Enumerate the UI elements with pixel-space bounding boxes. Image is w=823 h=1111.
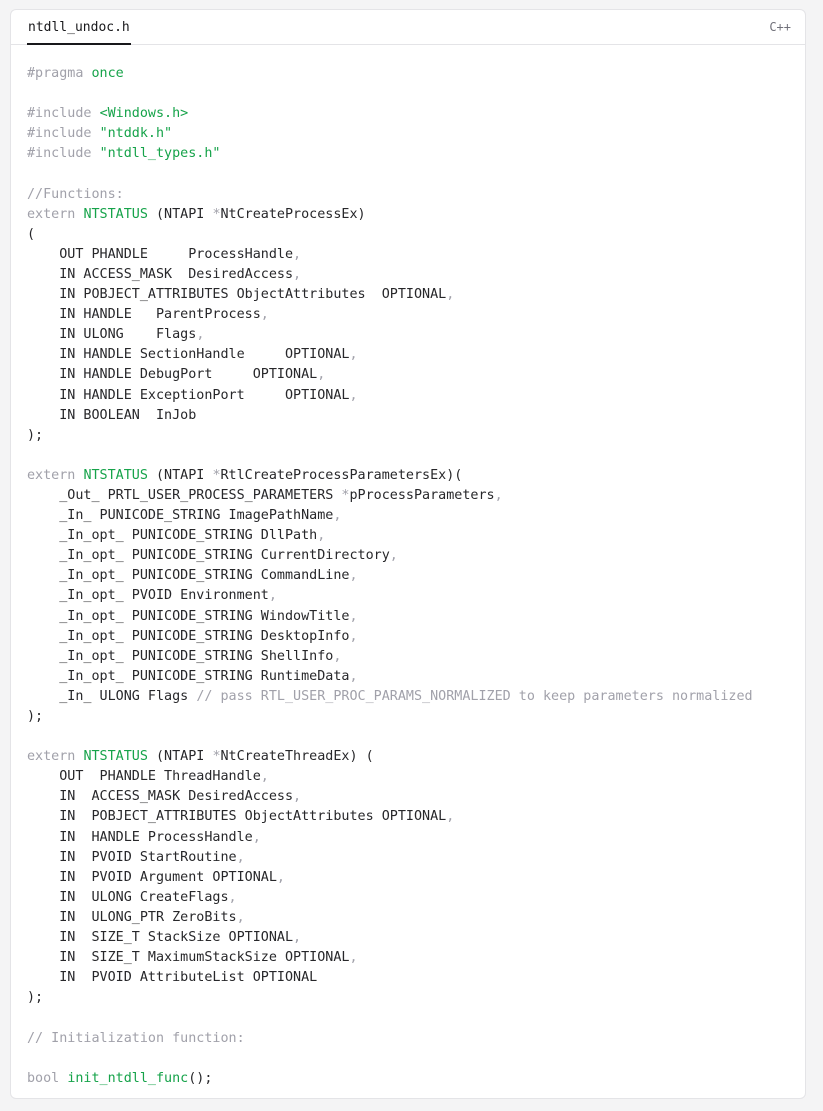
code-line bbox=[27, 124, 795, 144]
code-token: * bbox=[341, 487, 350, 503]
code-line bbox=[27, 586, 795, 606]
code-token: (NTAPI bbox=[147, 467, 213, 483]
code-line bbox=[27, 104, 795, 124]
code-line bbox=[27, 807, 795, 827]
code-line bbox=[27, 265, 795, 285]
code-line bbox=[27, 426, 795, 446]
code-token: , bbox=[446, 809, 455, 825]
code-line bbox=[27, 245, 795, 265]
code-line bbox=[27, 1029, 795, 1049]
code-line bbox=[27, 988, 795, 1008]
code-token: NTSTATUS bbox=[83, 206, 148, 222]
code-token: , bbox=[236, 849, 245, 865]
code-line bbox=[27, 828, 795, 848]
code-token: _In_opt_ PUNICODE_STRING RuntimeData bbox=[27, 668, 350, 684]
code-line bbox=[27, 767, 795, 787]
code-token: _In_ ULONG Flags bbox=[27, 688, 197, 704]
code-line bbox=[27, 345, 795, 365]
code-line bbox=[27, 406, 795, 426]
code-token: ); bbox=[27, 709, 44, 724]
code-block bbox=[10, 9, 806, 1099]
code-token: , bbox=[349, 628, 358, 644]
code-token: * bbox=[212, 749, 221, 765]
code-line bbox=[27, 546, 795, 566]
code-token: RtlCreateProcessParametersEx)( bbox=[220, 467, 463, 483]
code-token: IN ACCESS_MASK DesiredAccess bbox=[27, 789, 294, 805]
code-token: , bbox=[349, 608, 358, 624]
code-line bbox=[27, 185, 795, 205]
code-token: IN PVOID Argument OPTIONAL bbox=[27, 869, 277, 885]
code-token: "ntddk.h" bbox=[99, 126, 173, 142]
code-token: "ntdll_types.h" bbox=[99, 146, 221, 162]
code-token: , bbox=[317, 367, 326, 383]
code-token: IN BOOLEAN InJob bbox=[27, 407, 197, 423]
code-line bbox=[27, 607, 795, 627]
code-token: ( bbox=[27, 226, 36, 242]
code-line bbox=[27, 627, 795, 647]
code-token: (NTAPI bbox=[147, 749, 213, 765]
code-token: IN POBJECT_ATTRIBUTES ObjectAttributes OPTIONAL bbox=[27, 809, 447, 825]
code-token: IN POBJECT_ATTRIBUTES ObjectAttributes OPTIONAL bbox=[27, 287, 447, 303]
code-token: , bbox=[228, 889, 237, 905]
code-token: , bbox=[349, 387, 358, 403]
code-token: (); bbox=[188, 1070, 213, 1086]
code-token: extern bbox=[27, 206, 84, 222]
code-line bbox=[27, 285, 795, 305]
code-token: _Out_ PRTL_USER_PROCESS_PARAMETERS bbox=[27, 487, 342, 503]
code-token: #include bbox=[27, 146, 100, 162]
code-token: , bbox=[446, 287, 455, 303]
code-token: , bbox=[349, 347, 358, 363]
code-token: , bbox=[236, 909, 245, 925]
code-token: NtCreateProcessEx) bbox=[220, 206, 366, 222]
code-token: IN ACCESS_MASK DesiredAccess bbox=[27, 266, 294, 282]
code-token: extern bbox=[27, 467, 84, 483]
code-token: _In_opt_ PUNICODE_STRING CurrentDirectory bbox=[27, 548, 390, 564]
code-line bbox=[27, 64, 795, 84]
code-token: (NTAPI bbox=[147, 206, 213, 222]
code-token: IN ULONG_PTR ZeroBits bbox=[27, 909, 237, 925]
code-line bbox=[27, 1069, 795, 1089]
code-line bbox=[27, 365, 795, 385]
code-token: #include bbox=[27, 126, 100, 142]
code-token: NTSTATUS bbox=[83, 467, 148, 483]
code-token: , bbox=[293, 266, 302, 282]
code-line bbox=[27, 1008, 795, 1028]
code-tab-bar bbox=[11, 10, 805, 45]
code-token: , bbox=[276, 869, 285, 885]
code-token: , bbox=[333, 508, 342, 524]
code-token: , bbox=[317, 528, 326, 544]
code-token: init_ntdll_func bbox=[67, 1070, 189, 1086]
code-token: bool bbox=[27, 1070, 68, 1086]
code-token: NTSTATUS bbox=[83, 749, 148, 765]
code-token: _In_opt_ PUNICODE_STRING WindowTitle bbox=[27, 608, 350, 624]
code-token: , bbox=[293, 789, 302, 805]
code-token: IN HANDLE ExceptionPort OPTIONAL bbox=[27, 387, 350, 403]
code-token: , bbox=[260, 307, 269, 323]
code-line bbox=[27, 687, 795, 707]
code-token: OUT PHANDLE ThreadHandle bbox=[27, 769, 261, 785]
language-label: C++ bbox=[769, 20, 791, 34]
code-token: _In_opt_ PVOID Environment bbox=[27, 588, 269, 604]
code-line bbox=[27, 908, 795, 928]
code-token: * bbox=[212, 206, 221, 222]
code-token: #include bbox=[27, 106, 100, 122]
code-line bbox=[27, 948, 795, 968]
code-line bbox=[27, 848, 795, 868]
code-line bbox=[27, 205, 795, 225]
code-token: //Functions: bbox=[27, 186, 124, 202]
code-line bbox=[27, 446, 795, 466]
code-line bbox=[27, 386, 795, 406]
code-token: // pass RTL_USER_PROC_PARAMS_NORMALIZED to keep parameters normalized bbox=[196, 688, 753, 704]
code-line bbox=[27, 647, 795, 667]
code-line bbox=[27, 305, 795, 325]
code-token: _In_opt_ PUNICODE_STRING CommandLine bbox=[27, 568, 350, 584]
code-token: , bbox=[349, 950, 358, 966]
code-token: OUT PHANDLE ProcessHandle bbox=[27, 246, 294, 262]
code-token: , bbox=[293, 246, 302, 262]
code-token: _In_opt_ PUNICODE_STRING DllPath bbox=[27, 528, 318, 544]
code-line bbox=[27, 225, 795, 245]
code-content bbox=[27, 64, 795, 1089]
code-token: // Initialization function: bbox=[27, 1030, 245, 1046]
code-line bbox=[27, 486, 795, 506]
code-line bbox=[27, 566, 795, 586]
code-token: ); bbox=[27, 427, 44, 443]
code-token: , bbox=[333, 648, 342, 664]
code-token: IN HANDLE ProcessHandle bbox=[27, 829, 253, 845]
code-token: , bbox=[196, 327, 205, 343]
code-line bbox=[27, 747, 795, 767]
code-line bbox=[27, 1049, 795, 1069]
code-token: IN ULONG Flags bbox=[27, 327, 197, 343]
code-token: NtCreateThreadEx) ( bbox=[220, 749, 374, 765]
code-token: _In_ PUNICODE_STRING ImagePathName bbox=[27, 508, 334, 524]
code-token: #pragma bbox=[27, 66, 92, 81]
code-token: IN SIZE_T StackSize OPTIONAL bbox=[27, 930, 294, 946]
code-token: IN ULONG CreateFlags bbox=[27, 889, 229, 905]
code-token: , bbox=[268, 588, 277, 604]
code-line bbox=[27, 667, 795, 687]
code-token: , bbox=[293, 930, 302, 946]
code-token: IN HANDLE SectionHandle OPTIONAL bbox=[27, 347, 350, 363]
code-line bbox=[27, 727, 795, 747]
code-token: extern bbox=[27, 749, 84, 765]
code-token: _In_opt_ PUNICODE_STRING ShellInfo bbox=[27, 648, 334, 664]
code-token: * bbox=[212, 467, 221, 483]
code-line bbox=[27, 526, 795, 546]
code-line bbox=[27, 888, 795, 908]
code-token: IN HANDLE DebugPort OPTIONAL bbox=[27, 367, 318, 383]
code-token: , bbox=[349, 668, 358, 684]
code-token: once bbox=[91, 66, 124, 81]
code-line bbox=[27, 466, 795, 486]
code-token: , bbox=[260, 769, 269, 785]
tab-filename[interactable]: ntdll_undoc.h bbox=[27, 10, 131, 45]
code-token: _In_opt_ PUNICODE_STRING DesktopInfo bbox=[27, 628, 350, 644]
code-token: IN PVOID StartRoutine bbox=[27, 849, 237, 865]
code-token: ); bbox=[27, 990, 44, 1006]
code-line bbox=[27, 325, 795, 345]
code-token: , bbox=[494, 487, 503, 503]
code-line bbox=[27, 506, 795, 526]
code-line bbox=[27, 164, 795, 184]
code-token: , bbox=[252, 829, 261, 845]
code-token: , bbox=[389, 548, 398, 564]
code-token: <Windows.h> bbox=[99, 106, 189, 122]
code-line bbox=[27, 144, 795, 164]
code-token: IN HANDLE ParentProcess bbox=[27, 307, 261, 323]
code-line bbox=[27, 968, 795, 988]
code-line bbox=[27, 928, 795, 948]
code-token: IN PVOID AttributeList OPTIONAL bbox=[27, 970, 318, 986]
code-token: , bbox=[349, 568, 358, 584]
code-line bbox=[27, 787, 795, 807]
code-line bbox=[27, 707, 795, 727]
code-line bbox=[27, 868, 795, 888]
code-line bbox=[27, 84, 795, 104]
code-token: pProcessParameters bbox=[349, 487, 495, 503]
code-token: IN SIZE_T MaximumStackSize OPTIONAL bbox=[27, 950, 350, 966]
